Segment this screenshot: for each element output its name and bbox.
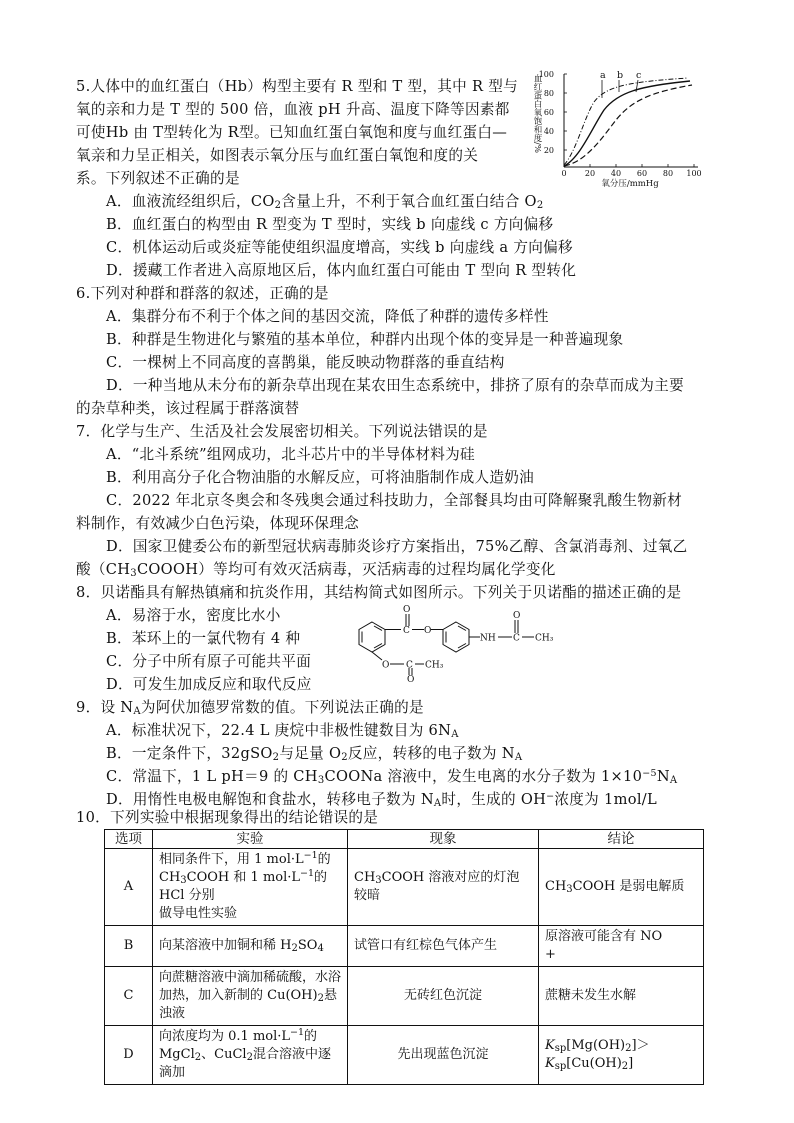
atom-c: C [403, 626, 410, 636]
graph-xlabel: 氧分压/mmHg [601, 179, 659, 189]
header-option: 选项 [105, 830, 153, 849]
q7-option-c-line1: C．2022 年北京冬奥会和冬残奥会通过科技助力，全部餐具均由可降解聚乳酸生物新材 [106, 492, 683, 509]
curve-b [564, 81, 690, 166]
row-d-phenomenon: 先出现蓝色沉淀 [348, 1026, 539, 1085]
q8-option-b: B．苯环上的一氯代物有 4 种 [106, 630, 301, 647]
graph-ylabel: 血红蛋白氧饱和度/% [532, 74, 542, 153]
q6-option-a: A．集群分布不利于个体之间的基因交流，降低了种群的遗传多样性 [106, 308, 549, 325]
q7-option-b: B．利用高分子化合物油脂的水解反应，可将油脂制作成人造奶油 [106, 469, 535, 486]
graph-xtick: 100 [686, 169, 702, 178]
q9-option-a: A．标准状况下，22.4 L 庚烷中非极性键数目为 $6N_A$ [106, 722, 459, 740]
curve-label-c: c [636, 70, 642, 81]
q5-line-4: 氧亲和力呈正相关，如图表示氧分压与血红蛋白氧饱和度的关 [76, 147, 479, 164]
q5-option-a: A．血液流经组织后，$CO_2$含量上升，不利于氧合血红蛋白结合 $O_2$ [106, 193, 544, 211]
q10-stem: 10．下列实验中根据现象得出的结论错误的是 [76, 809, 379, 826]
atom-c: C [406, 660, 413, 671]
q8-option-a: A．易溶于水，密度比水小 [106, 607, 281, 624]
benzene-ring-1 [359, 622, 385, 652]
header-phenomenon: 现象 [348, 830, 539, 849]
atom-nh: NH [480, 633, 496, 644]
q6-option-c: C．一棵树上不同高度的喜鹊巢，能反映动物群落的垂直结构 [106, 354, 505, 371]
q9-option-b: B．一定条件下，32gSO$_2$与足量 $O_2$反应，转移的电子数为 $N_A$ [106, 745, 523, 763]
curve-a [564, 78, 688, 165]
q5-line-5: 系。下列叙述不正确的是 [76, 170, 240, 187]
q5-option-c: C．机体运动后或炎症等能使组织温度增高，实线 b 向虚线 a 方向偏移 [106, 239, 573, 256]
header-conclusion: 结论 [539, 830, 704, 849]
table-row [105, 1026, 704, 1085]
benzene-ring-2 [443, 622, 469, 652]
table-row [105, 926, 704, 967]
q10-table [104, 829, 704, 1085]
atom-o: O [403, 605, 411, 615]
q5-option-d: D．援藏工作者进入高原地区后，体内血红蛋白可能由 T 型向 R 型转化 [106, 262, 577, 279]
benorilate-structure [352, 602, 576, 682]
graph-ytick: 40 [543, 127, 554, 136]
q7-stem: 7．化学与生产、生活及社会发展密切相关。下列说法错误的是 [76, 423, 488, 440]
row-c-phenomenon: 无砖红色沉淀 [348, 967, 539, 1026]
graph-xtick: 80 [662, 169, 674, 178]
table-row [105, 849, 704, 926]
q5-option-b: B．血红蛋白的构型由 R 型变为 T 型时，实线 b 向虚线 c 方向偏移 [106, 216, 554, 233]
atom-o: O [382, 660, 390, 671]
graph-ytick: 80 [543, 89, 554, 98]
graph-xtick: 0 [561, 169, 567, 178]
q9-stem: 9．设 $N_A$为阿伏加德罗常数的值。下列说法正确的是 [76, 699, 424, 717]
row-c-option: C [105, 967, 153, 1026]
q6-option-d-line2: 的杂草种类，该过程属于群落演替 [76, 400, 300, 417]
row-d-option: D [105, 1026, 153, 1085]
q9-option-d: D．用惰性电极电解饱和食盐水，转移电子数为 $N_A$时，生成的 OH−浓度为 1mol/L [106, 791, 657, 809]
row-b-experiment: 向某溶液中加铜和稀 $H_2SO_4$ [153, 926, 348, 967]
oxygen-saturation-graph [528, 66, 718, 190]
table-row [105, 967, 704, 1026]
header-experiment: 实验 [153, 830, 348, 849]
row-a-phenomenon: $CH_3COOH$ 溶液对应的灯泡较暗 [348, 849, 539, 926]
q7-option-d-line1: D．国家卫健委公布的新型冠状病毒肺炎诊疗方案指出，75%乙醇、含氯消毒剂、过氧乙 [106, 538, 688, 555]
row-b-option: B [105, 926, 153, 967]
graph-xtick: 60 [636, 169, 648, 178]
row-c-conclusion: 蔗糖未发生水解 [539, 967, 704, 1026]
atom-o: O [424, 626, 432, 636]
table-header-row [105, 830, 704, 849]
row-c-experiment: 向蔗糖溶液中滴加稀硫酸，水浴 加热，加入新制的 $Cu(OH)_2$悬浊液 [153, 967, 348, 1026]
q5-line-3: 可使Hb 由 T型转化为 R型。已知血红蛋白氧饱和度与血红蛋白— [76, 124, 508, 141]
graph-ytick: 100 [538, 70, 554, 79]
q8-option-d: D．可发生加成反应和取代反应 [106, 676, 312, 693]
graph-xtick: 20 [584, 169, 596, 178]
q5-line-1: 5.人体中的血红蛋白（Hb）构型主要有 R 型和 T 型，其中 R 型与 [76, 78, 518, 95]
row-b-phenomenon: 试管口有红棕色气体产生 [348, 926, 539, 967]
atom-ch3: CH₃ [425, 660, 444, 671]
q7-option-d-line2: 酸$(CH_3COOOH)$等均可有效灭活病毒，灭活病毒的过程均属化学变化 [76, 561, 556, 579]
curve-label-a: a [600, 70, 606, 81]
row-d-experiment: 向浓度均为 0.1 $mol\cdot L^{-1}$的 MgCl$_2$、CuCl$_2$混合溶液中逐滴加 [153, 1026, 348, 1085]
graph-ytick: 60 [543, 108, 554, 117]
q8-stem: 8．贝诺酯具有解热镇痛和抗炎作用，其结构简式如图所示。下列关于贝诺酯的描述正确的是 [76, 584, 682, 601]
q5-line-2: 氧的亲和力是 T 型的 500 倍，血液 pH 升高、温度下降等因素都 [76, 101, 510, 118]
atom-c: C [513, 633, 520, 644]
curve-label-b: b [617, 70, 624, 81]
row-d-conclusion: $K_{sp}[Mg(OH)_2]>$ $K_{sp}[Cu(OH)_2]$ [539, 1026, 704, 1085]
q7-option-a: A．“北斗系统”组网成功，北斗芯片中的半导体材料为硅 [106, 446, 475, 463]
q6-option-b: B．种群是生物进化与繁殖的基本单位，种群内出现个体的变异是一种普遍现象 [106, 331, 624, 348]
q8-option-c: C．分子中所有原子可能共平面 [106, 653, 312, 670]
atom-o: O [513, 611, 521, 621]
graph-ytick: 20 [543, 146, 554, 155]
row-a-option: A [105, 849, 153, 926]
q6-stem: 6.下列对种群和群落的叙述，正确的是 [76, 285, 329, 302]
row-a-experiment: 相同条件下，用 1 $mol\cdot L^{-1}$的 $CH_3COOH$ 和 1 $mol\cdot L^{-1}$的 HCl 分别 做导电性实验 [153, 849, 348, 926]
row-a-conclusion: $CH_3COOH$ 是弱电解质 [539, 849, 704, 926]
atom-o: O [407, 675, 415, 682]
q9-option-c: C．常温下，1 L pH＝9 的 $CH_3COONa$ 溶液中，发生电离的水分子数为 $1\times 10^{-5}N_A$ [106, 768, 678, 786]
graph-xtick: 40 [610, 169, 622, 178]
atom-ch3: CH₃ [535, 633, 554, 644]
q6-option-d-line1: D．一种当地从未分布的新杂草出现在某农田生态系统中，排挤了原有的杂草而成为主要 [106, 377, 684, 394]
row-b-conclusion: 原溶液可能含有 NO + [539, 926, 704, 967]
q7-option-c-line2: 料制作，有效减少白色污染，体现环保理念 [76, 515, 359, 532]
